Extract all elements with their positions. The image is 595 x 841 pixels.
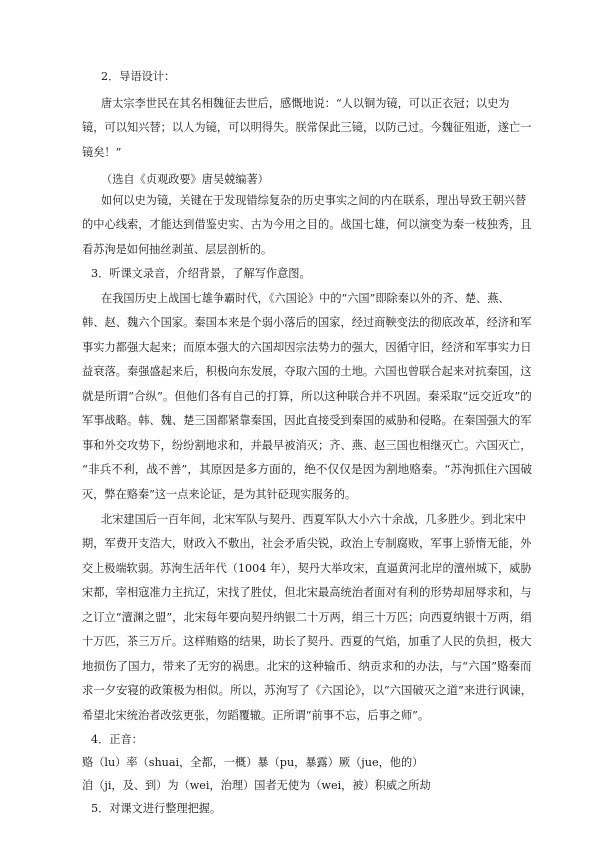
paragraph-line: 如何以史为镜，关键在于发现错综复杂的历史事实之间的内在联系，理出导致王朝兴替 bbox=[101, 194, 527, 207]
section-heading-review: 5．对课文进行整理把握。 bbox=[91, 802, 222, 815]
section-heading-background: 3．听课文录音，介绍背景，了解写作意图。 bbox=[91, 267, 311, 280]
paragraph-line: 北宋建国后一百年间，北宋军队与契丹、西夏军队大小六十余战，几多胜少。到北宋中 bbox=[101, 513, 527, 526]
paragraph-line: 军事战略。韩、魏、楚三国都紧靠秦国，因此直接受到秦国的威胁和侵略。在秦国强大的军 bbox=[82, 414, 532, 427]
paragraph-line: 镜，可以知兴替；以人为镜，可以明得失。朕常保此三镜，以防己过。今魏征殂逝，遂亡一 bbox=[82, 121, 532, 134]
paragraph-line: 希望北宋统治者改弦更张，勿蹈覆辙。正所谓“前事不忘，后事之师”。 bbox=[82, 709, 430, 722]
paragraph-line: 唐太宗李世民在其名相魏征去世后，感慨地说：“人以铜为镜，可以正衣冠；以史为 bbox=[101, 97, 510, 110]
paragraph-line: 事实力都强大起来；而原本强大的六国却因宗法势力的强大，因循守旧，经济和军事实力日 bbox=[82, 341, 532, 354]
paragraph-line: 交上极端软弱。苏洵生活年代（1004 年），契丹大举攻宋，直逼黄河北岸的澶州城下，威胁 bbox=[82, 562, 532, 575]
paragraph-line: “非兵不利，战不善”，其原因是多方面的，绝不仅仅是因为割地赂秦。“苏洵抓住六国破 bbox=[82, 463, 533, 476]
source-citation: （选自《贞观政要》唐吴兢编著） bbox=[101, 173, 269, 186]
paragraph-line: 期，军费开支浩大，财政入不敷出，社会矛盾尖锐，政治上专制腐败，军事上骄惰无能，外 bbox=[82, 537, 532, 550]
paragraph-line: 镜矣！” bbox=[82, 146, 122, 159]
paragraph-line: 宋都，宰相寇准力主抗辽，宋找了胜仗，但北宋最高统治者面对有利的形势却屈辱求和，与 bbox=[82, 586, 532, 599]
section-heading-pronunciation: 4．正音： bbox=[91, 733, 143, 746]
paragraph-line: 的中心线索，才能达到借鉴史实、古为今用之目的。战国七雄，何以演变为秦一枝独秀，且 bbox=[82, 218, 532, 231]
paragraph-line: 十万匹，茶三万斤。这样贿赂的结果，助长了契丹、西夏的气焰，加重了人民的负担，极大 bbox=[82, 635, 532, 648]
paragraph-line: 韩、赵、魏六个国家。秦国本来是个弱小落后的国家，经过商鞅变法的彻底改革，经济和军 bbox=[82, 316, 532, 329]
pronunciation-line: 洎（ji，及、到）为（wei，治理）国者无使为（wei，被）积威之所劫 bbox=[82, 779, 431, 792]
paragraph-line: 看苏洵是如何抽丝剥茧、层层剖析的。 bbox=[82, 243, 273, 256]
paragraph-line: 就是所谓“合纵”。但他们各有自己的打算，所以这种联合并不巩固。秦采取“远交近攻”的 bbox=[82, 390, 532, 403]
paragraph-line: 在我国历史上战国七雄争霸时代，《六国论》中的“六国”即除秦以外的齐、楚、燕、 bbox=[101, 292, 510, 305]
pronunciation-line: 赂（lu）率（shuai，全都，一概）暴（pu，暴露）厥（jue，他的） bbox=[82, 756, 424, 769]
paragraph-line: 灭，弊在赂秦”这一点来论证，是为其针砭现实服务的。 bbox=[82, 488, 357, 501]
paragraph-line: 之订立“澶渊之盟”，北宋每年要向契丹纳银二十万两，绢三十万匹；向西夏纳银十万两，绢 bbox=[82, 611, 532, 624]
paragraph-line: 事和外交攻势下，纷纷割地求和，并最早被消灭；齐、燕、赵三国也相继灭亡。六国灭亡， bbox=[82, 439, 532, 452]
section-heading-lead-in: 2．导语设计： bbox=[101, 70, 176, 83]
paragraph-line: 求一夕安寝的政策极为相似。所以，苏洵写了《六国论》，以“六国破灭之道”来进行讽谏， bbox=[82, 684, 533, 697]
paragraph-line: 地损伤了国力，带来了无穷的祸患。北宋的这种输币、纳贡求和的办法，与“六国”赂秦而 bbox=[82, 660, 532, 673]
paragraph-line: 益衰落。秦强盛起来后，积极向东发展，夺取六国的土地。六国也曾联合起来对抗秦国，这 bbox=[82, 365, 532, 378]
